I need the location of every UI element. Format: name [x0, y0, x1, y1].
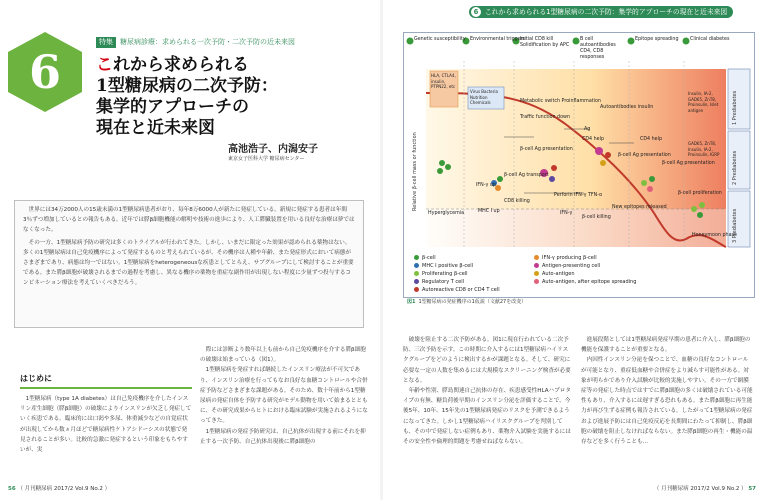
label-cd4-help: CD4 help [582, 137, 604, 142]
label-gad: GAD65, ZnT8, Insulin, IA-2, Proinsulin, IGRP [688, 141, 720, 157]
left-page [0, 0, 381, 500]
legend-item: Proliferating β-cell [414, 271, 468, 277]
body-paragraph: 1型糖尿病を発症すれば継続したインスリン療法が不可欠であり、インスリン治療を行ってもなお良好な血糖コントロールや合併症予防などさまざまな課題がある。そのため、数十年前から1型糖尿病の発症自体を予防する研究がモデル動物を用いて始まるとともに、その研究成果からヒトにおける臨床試験が実施されるようになってきた。 [200, 367, 368, 425]
affiliation: 東京女子医科大学 糖尿病センター [228, 156, 305, 162]
running-head-text: これから求められる1型糖尿病の二次予防：集学的アプローチの現在と近未来図 [485, 8, 728, 16]
step-marker [683, 38, 690, 45]
footer-text: （ 月刊糖尿病 2017/2 Vol.9 No.2 ） [17, 486, 111, 492]
legend-item: Auto-antigen, after epitope spreading [534, 279, 636, 285]
label-virus: Virus Bacteria Nutrition Chemicals [470, 89, 498, 105]
legend-swatch [414, 287, 419, 292]
abstract-paragraph-2: その一方、1型糖尿病予防の研究は多くのトライアルが行われてきた。しかし、いまだに限定った効果が認められる薬物はない。多くの1型糖尿病は自己免疫機序によって発症するものと考えられているが、その機序は人種や年齢、また発症形式において病態がさまざまであり、病態は均一ではない。1型糖尿病をheterogeneousな疾患としてとらえ、サブグループにして検討することが重要である。また膵β細胞が破壊されるまでの過程を考慮し、異なる機序の薬物を重症な副作用が出現しない程度に少量ずつ投与するコンビネーション療法を考えていくべきだろう。 [23, 240, 354, 286]
stage-label-3: 3 Prediabetes [732, 208, 738, 243]
label-environmental: Environmental triggers [470, 37, 526, 42]
right-body-column-2 [581, 335, 753, 480]
title-line-2: 1型糖尿病の二次予防： [96, 76, 278, 96]
right-footer [654, 484, 756, 492]
label-killing-2: β-cell killing [582, 215, 611, 220]
body-paragraph: 際には診断より数年以上も前から自己免疫機序を介する膵β細胞の破壊は始まっている（図1）。 [200, 347, 366, 364]
label-ag: Ag [584, 127, 591, 132]
label-clinical: Clinical diabetes [690, 37, 730, 42]
title-line-1: これから求められる [96, 55, 249, 75]
footer-text: （ 月刊糖尿病 2017/2 Vol.9 No.2 ） [653, 486, 747, 492]
body-paragraph: 年齢や性別、膵島関連自己抗体の存在、疾患感受性HLAハプロタイプの有無、糖負荷後早期のインスリン分泌を評価することで、今後5年、10年、15年先の1型糖尿病発症のリスクを予測できるようになってきた。しかし1型糖尿病ハイリスクグループを判別しても、その中で発症しない症例もあり、薬物介入試験を実施するにはその安全性や倫理的問題を考慮せねばならない。 [403, 388, 571, 446]
body-paragraph: 1型糖尿病（type 1A diabetes）は自己免疫機序を介したインスリン産生細胞（膵β細胞）の破壊によりインスリンが欠乏し発症していく疾患である。臨床的には口渇や多尿、体重減少などの自覚症状が出現してから数ヵ月ほどで糖尿病性ケトアシドーシスの状態で発見されることが多い。比較的急激に発症するという印象をもちやすいが、実 [20, 396, 192, 454]
label-genetic: Genetic susceptibility [414, 37, 466, 42]
legend-item: Auto-antigen [534, 271, 575, 277]
feature-tag-text: 糖尿病診療：求められる一次予防・二次予防の近未来図 [120, 38, 295, 46]
left-body-column-2 [200, 345, 370, 480]
label-ag-presentation: β-cell Ag presentation [520, 147, 573, 152]
stage-label-2: 2 Prediabetes [732, 150, 738, 185]
left-footer [8, 484, 110, 492]
body-paragraph: 1型糖尿病の発症予防研究は、自己抗体が出現する前にそれを抑止する一次予防、自己抗体出現後に膵β細胞の [200, 428, 366, 445]
label-ag-presentation-2: β-cell Ag presentation [618, 153, 671, 158]
label-cd8-killing: CD8 killing [504, 199, 530, 204]
legend-item: β-cell [414, 255, 436, 261]
legend-swatch [414, 271, 419, 276]
legend-item: Autoreactive CD8 or CD4 T cell [414, 287, 500, 293]
label-ag-presentation-3: β-cell Ag presentation [662, 161, 715, 166]
caption-text: 1型糖尿病の発症機序の1仮説（文献27を改変） [418, 299, 527, 305]
body-paragraph: 破壊を阻止する二次予防がある。図1に現在行われている二次予防、三次予防を示す。この時期に介入するには1型糖尿病ハイリスクグループをどのように検出するかが課題となる。そして、研究に必要な一定の人数を集めるには大規模なスクリーニング検査が必要となる。 [403, 337, 571, 384]
label-honeymoon: Honeymoon phase [692, 233, 737, 238]
legend-item: Antigen-presenting cell [534, 263, 600, 269]
running-head [469, 6, 733, 18]
legend-swatch [534, 263, 539, 268]
legend-swatch [414, 255, 419, 260]
label-gad-2: Insulin, IA-2, GAD65, ZnT8, Proinsulin, Islet antigen [688, 91, 719, 113]
step-marker [407, 38, 414, 45]
label-hla: HLA, CTLA4, insulin, PTPN22, etc [431, 73, 456, 89]
stage-label-1: 1 Prediabetes [732, 90, 738, 125]
y-axis-label: Relative β-cell mass or function [412, 132, 418, 211]
left-body-column-1 [20, 394, 192, 480]
running-head-number: 6 [471, 7, 481, 17]
legend-item: MHC I positive β-cell [414, 263, 473, 269]
legend-swatch [534, 271, 539, 276]
label-proliferation: β-cell proliferation [678, 191, 722, 196]
label-mhc-up: MHC I up [478, 209, 500, 214]
chapter-hexagon [6, 30, 84, 114]
authors: 高池浩子、内潟安子 [228, 144, 318, 155]
label-new-epitopes: New epitopes released [612, 205, 667, 210]
legend-item: IFN-γ producing β-cell [534, 255, 597, 261]
body-paragraph: 進展段階としては1型糖尿病発症早期の患者に介入し、膵β細胞の機能を保護することが重要となる。 [581, 337, 751, 354]
label-initial-cd8: Initial CD8 kill Solidification by APC [520, 37, 570, 48]
caption-figure-number: 図1 [407, 299, 416, 305]
page-number: 57 [748, 486, 756, 492]
legend-swatch [534, 255, 539, 260]
title-line-3: 集学的アプローチの [96, 97, 249, 117]
right-page [383, 0, 764, 500]
feature-tag-box: 特集 [96, 37, 116, 48]
page-number: 56 [8, 486, 16, 492]
legend-swatch [534, 279, 539, 284]
figure-1 [403, 32, 755, 298]
label-ifn-2: IFN-γ [560, 211, 573, 216]
right-body-column-1 [403, 335, 573, 480]
label-perforin: Perforin IFN-γ TFN-α [554, 193, 603, 198]
legend-item: Regulatory T cell [414, 279, 464, 285]
step-marker [573, 38, 580, 45]
legend-swatch [414, 279, 419, 284]
section-heading: はじめに [20, 373, 192, 389]
label-hyperglycemia: Hyperglycemia [428, 211, 465, 216]
figure-caption [407, 298, 526, 305]
title-line-4: 現在と近未来図 [96, 118, 215, 138]
abstract-paragraph-1: 世界には34万2000人の15歳未満の1型糖尿病患者がおり、毎年8万6000人が新たに発症している。新規に発症する患者は年間3％ずつ増加しているとの報告もある。近年では膵β細胞機能の解明や技術の進歩により、人工膵臓装置を用いる良好な治療は夢ではなくなった。 [23, 207, 355, 233]
legend-swatch [414, 263, 419, 268]
label-metabolic: Metabolic switch Proinflammation [520, 99, 601, 104]
label-ag-transport: β-cell Ag transport [504, 173, 549, 178]
label-traffic: Traffic function down [520, 115, 570, 120]
body-paragraph: 内因性インスリン分泌を保つことで、血糖の良好なコントロールが可能となり、重症低血糖や合併症をより減らす可能性がある。対象が明らかであり介入試験が比較的実施しやすい。その一方で網膜症等の発症した時点ではすでに膵β細胞の多くは破壊されている可能性もあり、介入するには遅すぎる恐れもある。また膵β細胞に再生能力が再び生ずる症例も報告されている。したがって1型糖尿病の発症および進展予防には自己免疫反応を長期間にわたって抑制し、膵β細胞の破壊を阻止しなければならない。また膵β細胞の再生・機能の温存などを多く行うことも… [581, 357, 753, 446]
label-b-cell: B cell autoantibodies CD4, CD8 responses [580, 37, 616, 60]
abstract-box [14, 200, 364, 328]
label-ifn-up: IFN-γ up [476, 183, 496, 188]
label-cd4-help-2: CD4 help [640, 137, 662, 142]
step-marker [628, 38, 635, 45]
article-title [96, 55, 366, 139]
chapter-number: 6 [28, 45, 62, 99]
label-epitope: Epitope spreading [635, 37, 679, 42]
feature-tag [96, 37, 295, 48]
label-autoantibodies: Autoantibodies insulin [600, 105, 654, 110]
